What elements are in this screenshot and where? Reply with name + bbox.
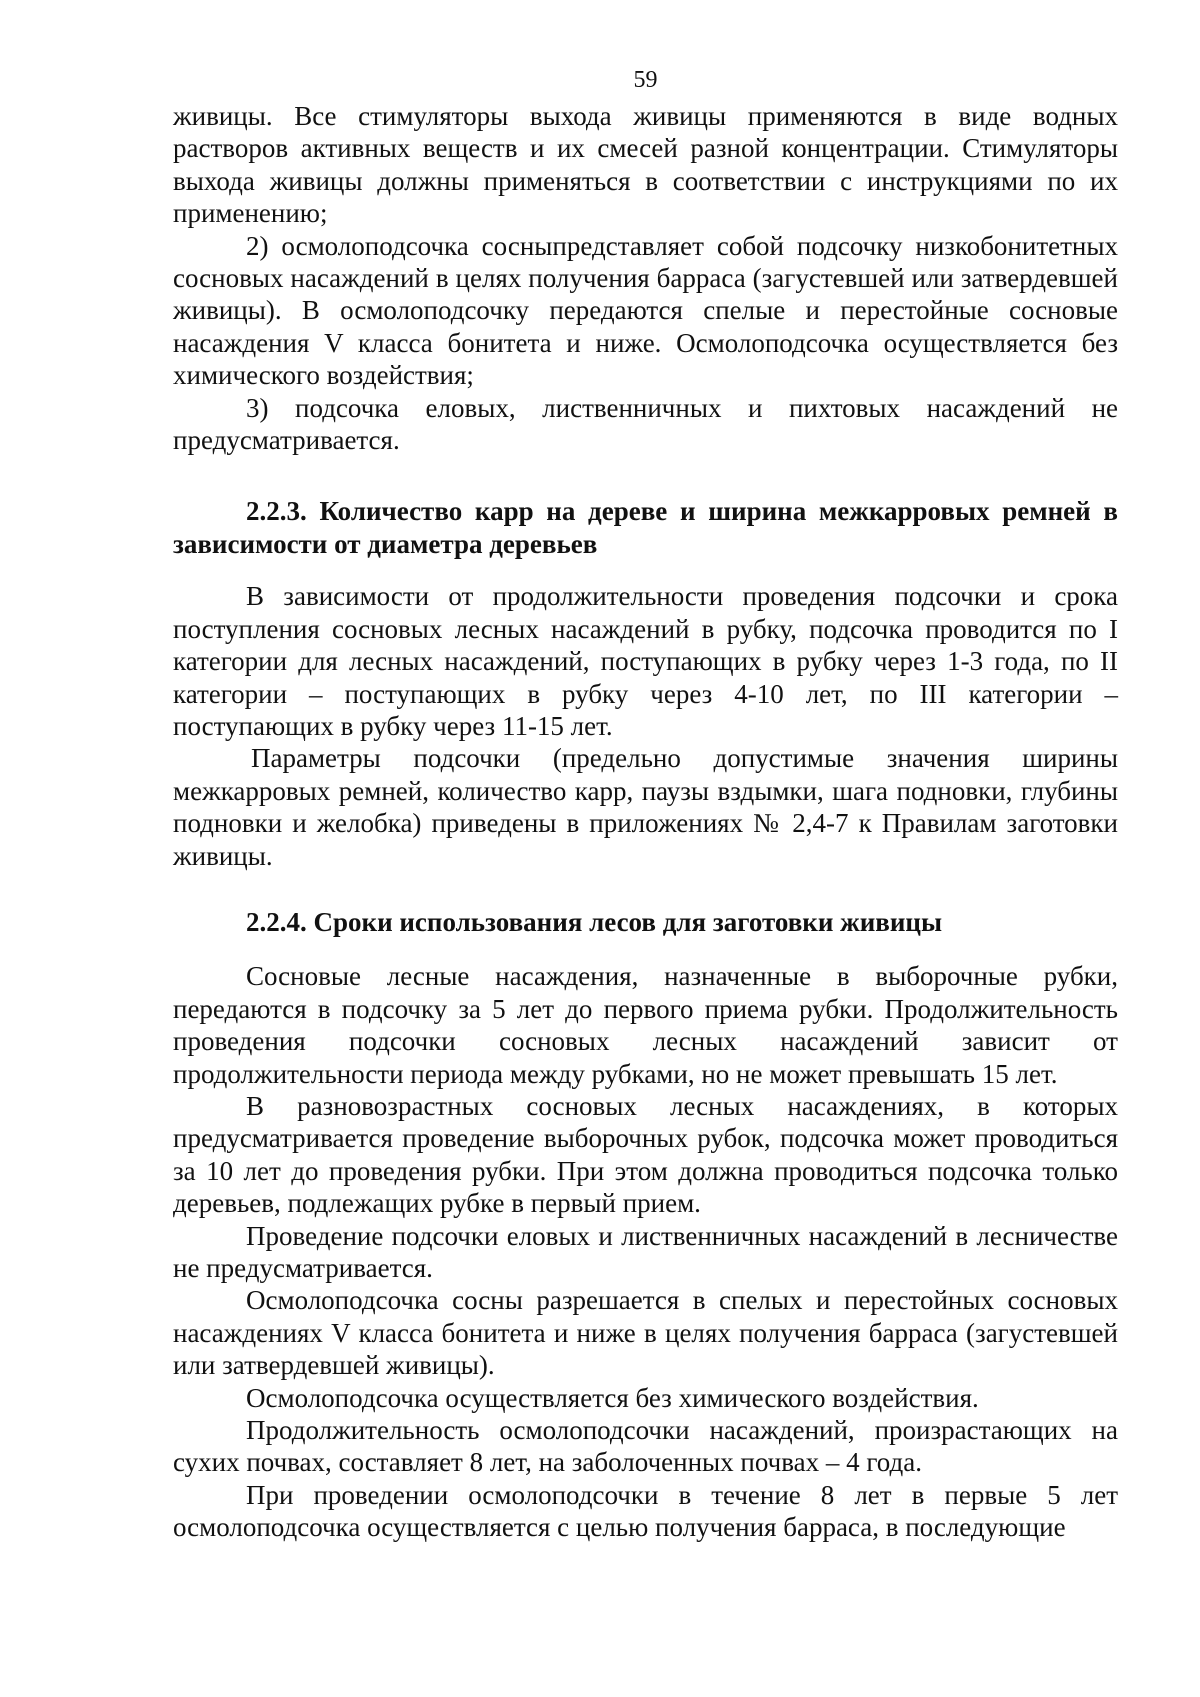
intro-paragraph: живицы. Все стимуляторы выхода живицы применяются в виде водных растворов активных веществ и их смесей разной концентрации. Стимуляторы выхода живицы должны применяться в соответствии с инструкциями по их применению; — [173, 101, 1118, 229]
section-heading-2-2-4: 2.2.4. Сроки использования лесов для заготовки живицы — [246, 906, 943, 937]
section-2-2-4-paragraph: Осмолоподсочка сосны разрешается в спелых и перестойных сосновых насаждениях V класса бонитета и ниже в целях получения барраса (загустевшей или затвердевшей живицы). — [173, 1285, 1118, 1381]
section-2-2-4-paragraph: Продолжительность осмолоподсочки насаждений, произрастающих на сухих почвах, составляет 8 лет, на заболоченных почвах – 4 года. — [173, 1415, 1118, 1478]
page-number: 59 — [633, 67, 658, 93]
spacer — [173, 560, 1118, 580]
list-item-3: 3) подсочка еловых, лиственничных и пихтовых насаждений не предусматривается. — [173, 392, 1118, 456]
document-page — [173, 66, 1118, 1544]
section-2-2-3-paragraph: Параметры подсочки (предельно допустимые значения ширины межкарровых ремней, количество карр, паузы вздымки, шага подновки, глубины подновки и желобка) приведены в приложениях № 2,4-7 к Правилам заготовки живицы. — [173, 743, 1118, 871]
spacer — [173, 938, 1118, 960]
section-2-2-3-paragraph: В зависимости от продолжительности проведения подсочки и срока поступления сосновых лесных насаждений в рубку, подсочка проводится по I категории для лесных насаждений, поступающих в рубку через 1-3 года, по II категории – поступающих в рубку через 4-10 лет, по III категории – поступающих в рубку через 11-15 лет. — [173, 581, 1118, 741]
spacer — [173, 456, 1118, 495]
section-2-2-4-paragraph: При проведении осмолоподсочки в течение 8 лет в первые 5 лет осмолоподсочка осуществляется с целью получения барраса, в последующие — [173, 1479, 1118, 1543]
section-2-2-4-paragraph: Сосновые лесные насаждения, назначенные в выборочные рубки, передаются в подсочку за 5 лет до первого приема рубки. Продолжительность проведения подсочки сосновых лесных насаждений зависит от продолжительности периода между рубками, но не может превышать 15 лет. — [173, 961, 1118, 1089]
section-2-2-4-paragraph: Проведение подсочки еловых и лиственничных насаждений в лесничестве не предусматривается. — [173, 1220, 1118, 1283]
section-2-2-4-paragraph: Осмолоподсочка осуществляется без химического воздействия. — [246, 1382, 979, 1413]
list-item-2: 2) осмолоподсочка сосныпредставляет собой подсочку низкобонитетных сосновых насаждений в целях получения барраса (загустевшей или затвердевшей живицы). В осмолоподсочку передаются спелые и перестойные сосновые насаждения V класса бонитета и ниже. Осмолоподсочка осуществляется без химического воздействия; — [173, 230, 1118, 391]
section-heading-2-2-3: 2.2.3. Количество карр на дереве и ширина межкарровых ремней в зависимости от диаметра деревьев — [173, 496, 1118, 559]
spacer — [173, 872, 1118, 906]
section-2-2-4-paragraph: В разновозрастных сосновых лесных насаждениях, в которых предусматривается проведение выборочных рубок, подсочка может проводиться за 10 лет до проведения рубки. При этом должна проводиться подсочка только деревьев, подлежащих рубке в первый прием. — [173, 1090, 1118, 1219]
